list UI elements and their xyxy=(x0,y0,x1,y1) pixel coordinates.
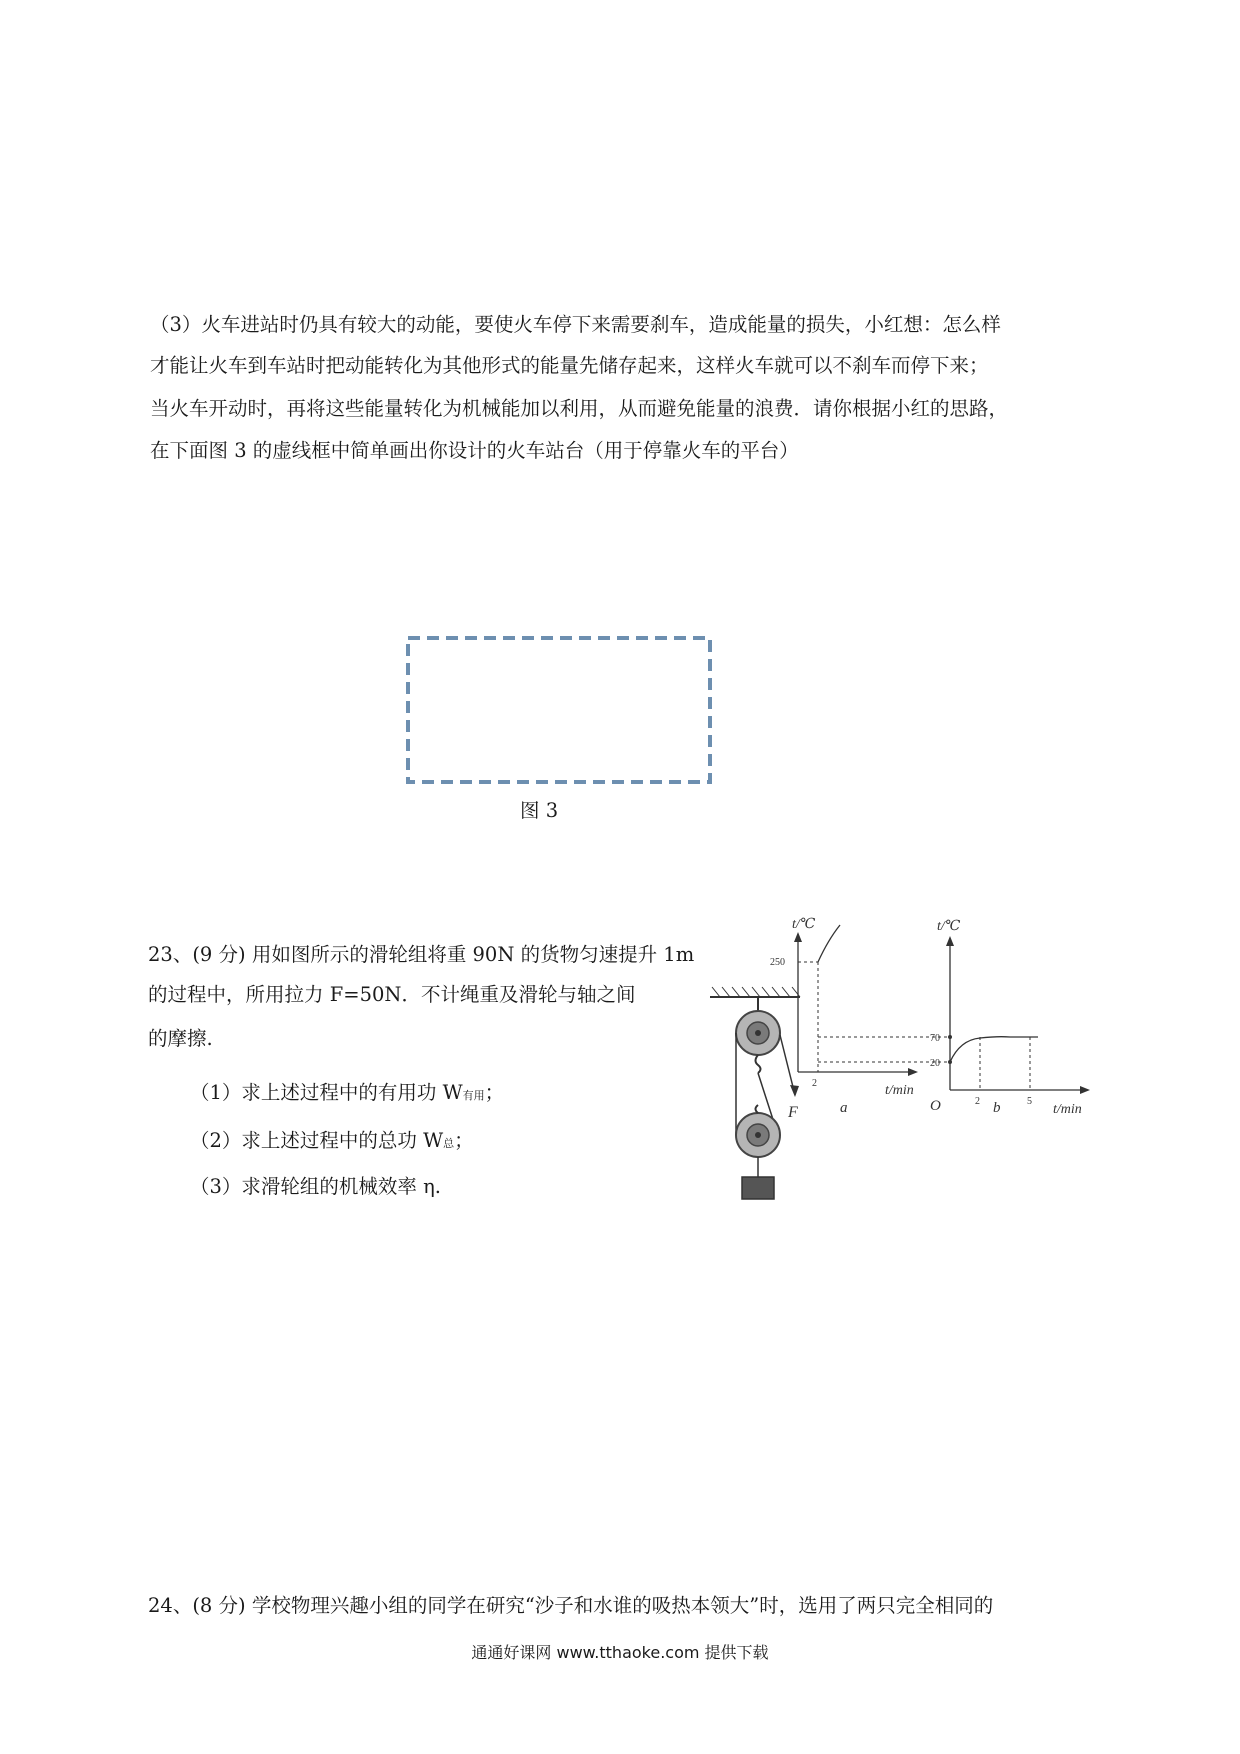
graph-a xyxy=(770,917,918,1116)
graph-a-ytick-250: 250 xyxy=(770,957,785,968)
figure-3-dashed-box xyxy=(400,630,720,790)
figure-3-caption: 图 3 xyxy=(520,799,559,822)
q22-line-3: 当火车开动时，再将这些能量转化为机械能加以利用，从而避免能量的浪费．请你根据小红的思路， xyxy=(150,397,1009,420)
graph-b-ylabel: t/℃ xyxy=(937,919,961,934)
graph-a-xlabel: t/min xyxy=(885,1083,914,1098)
graph-b-xtick-2: 2 xyxy=(975,1096,980,1107)
q24-line-1: 24、(8 分) 学校物理兴趣小组的同学在研究“沙子和水谁的吸热本领大”时，选用了两只完全相同的 xyxy=(148,1594,994,1617)
graph-a-xtick-2: 2 xyxy=(812,1078,817,1089)
q23-line-3: 的摩擦. xyxy=(148,1027,213,1050)
q22-line-4: 在下面图 3 的虚线框中简单画出你设计的火车站台（用于停靠火车的平台） xyxy=(150,439,799,462)
force-label: F xyxy=(788,1104,798,1121)
temperature-graphs xyxy=(770,900,1100,1150)
q23-line-1: 23、(9 分) 用如图所示的滑轮组将重 90N 的货物匀速提升 1m xyxy=(148,943,695,966)
graph-b xyxy=(930,919,1090,1117)
q23-line-2: 的过程中，所用拉力 F=50N．不计绳重及滑轮与轴之间 xyxy=(148,983,636,1006)
load-block xyxy=(742,1177,774,1199)
graph-b-name: b xyxy=(993,1100,1001,1116)
q23-sub-1: （1）求上述过程中的有用功 W有用； xyxy=(190,1081,505,1104)
graph-a-curve xyxy=(818,925,840,962)
graph-b-xlabel: t/min xyxy=(1053,1102,1082,1117)
graph-b-curve xyxy=(950,1037,1038,1062)
q23-sub-3: （3）求滑轮组的机械效率 η. xyxy=(190,1175,441,1198)
graph-a-ylabel: t/℃ xyxy=(792,917,816,932)
graph-b-ytick-70: 70 xyxy=(930,1033,940,1044)
footer-credit: 通通好课网 www.tthaoke.com 提供下载 xyxy=(471,1643,769,1662)
graph-b-ytick-20: 20 xyxy=(930,1058,940,1069)
graph-b-xtick-5: 5 xyxy=(1027,1096,1032,1107)
graph-a-name: a xyxy=(840,1100,848,1116)
q23-sub-2: （2）求上述过程中的总功 W总； xyxy=(190,1129,474,1152)
graph-b-origin: O xyxy=(930,1098,941,1114)
q22-line-2: 才能让火车到车站时把动能转化为其他形式的能量先储存起来，这样火车就可以不刹车而停下来； xyxy=(150,354,989,377)
q22-line-1: （3）火车进站时仍具有较大的动能，要使火车停下来需要刹车，造成能量的损失，小红想：怎么样 xyxy=(150,313,1001,336)
